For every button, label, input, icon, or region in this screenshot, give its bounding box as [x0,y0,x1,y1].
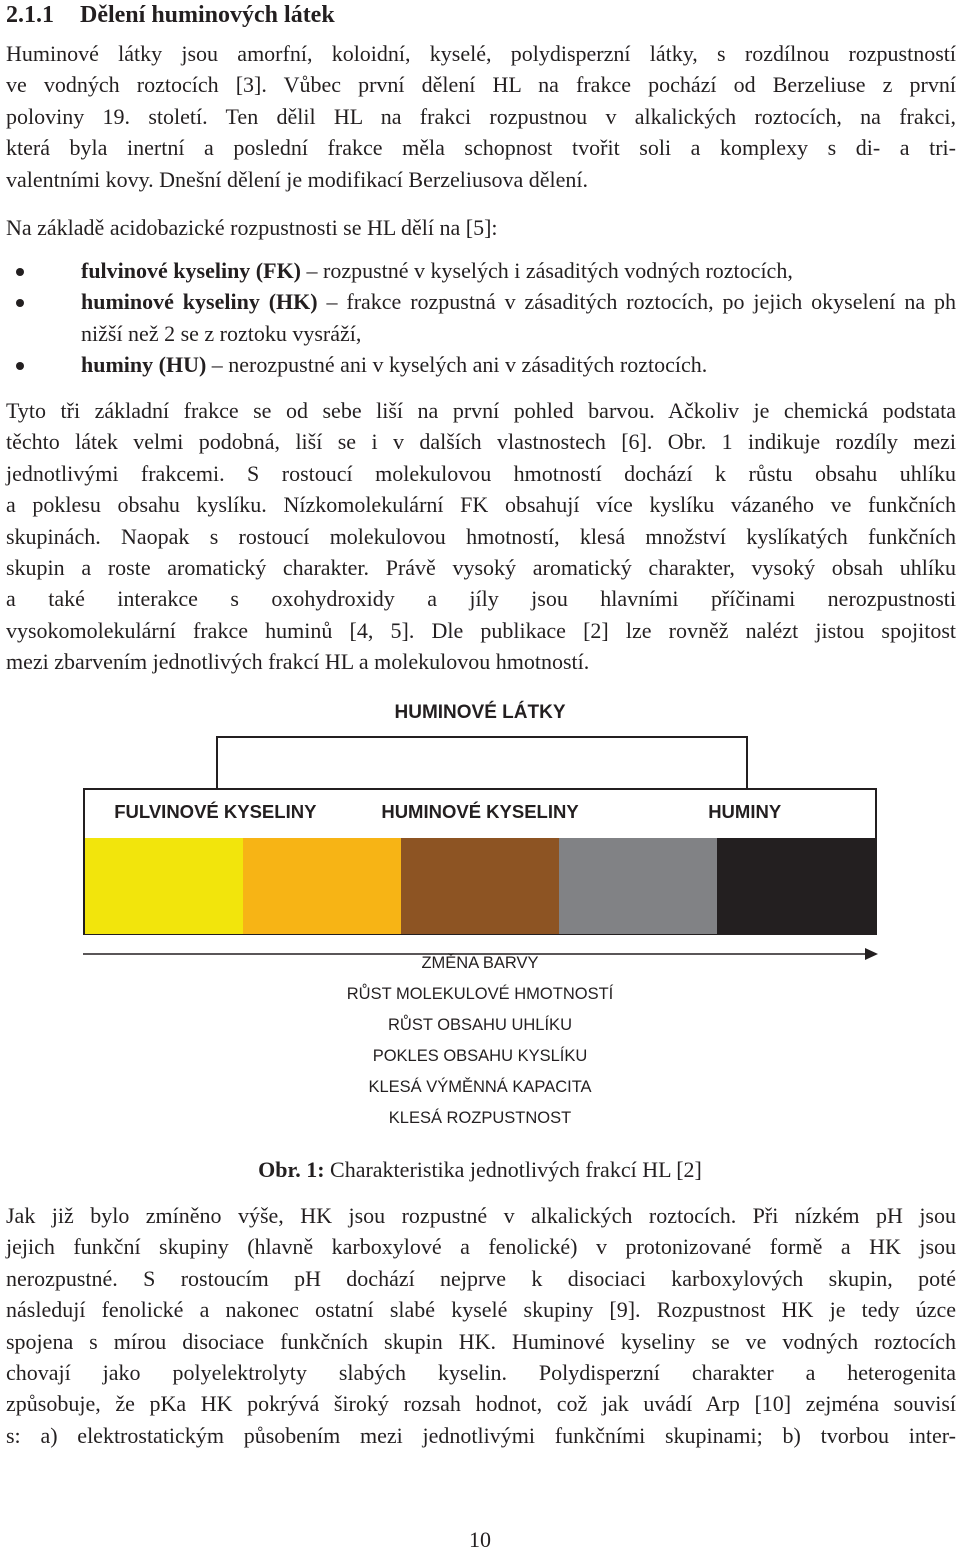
diagram-title: HUMINOVÉ LÁTKY [394,702,566,723]
property-item: KLESÁ ROZPUSTNOST [388,1109,572,1127]
text-line: těchto látek velmi podobná, liší se i v dalších vlastnostech [6]. Obr. 1 indikuje rozdíly mezi [6,429,956,455]
color-swatch [717,838,875,934]
bracket-line [216,736,218,788]
color-swatch [243,838,401,934]
bullet-icon [16,362,24,370]
fraction-label: FULVINOVÉ KYSELINY [114,801,317,822]
list-term: huminové kyseliny (HK) [81,289,318,315]
paragraph-colors [6,395,956,678]
page-number: 10 [469,1527,491,1552]
color-swatch [401,838,559,934]
text-line: která byla inertní a poslední frakce měla schopnost tvořit soli a komplexy s di- a tri- [6,135,956,161]
color-swatch [85,838,243,934]
bullet-icon [16,299,24,307]
list-text: – frakce rozpustná v zásaditých roztocích, po jejich okyselení na ph nižší než 2 se z roztoku vysráží, [81,289,956,346]
property-item: RŮST OBSAHU UHLÍKU [388,1016,572,1034]
text-line: chovají jako polyelektrolyty slabých kyselin. Polydisperzní charakter a heterogenita [6,1360,956,1386]
fraction-label: HUMINY [708,801,782,822]
text-line: spojena s mírou disociace funkčních skupin HK. Huminové kyseliny se ve vodných roztocích [6,1328,956,1354]
color-swatch [559,838,717,934]
text-line: mezi zbarvením jednotlivých frakcí HL a molekulovou hmotností. [6,649,590,675]
text-line: valentními kovy. Dnešní dělení je modifikací Berzeliusova dělení. [6,166,589,192]
text-line: a poklesu obsahu kyslíku. Nízkomolekulární FK obsahují více kyslíku vázaného ve funkčních [6,492,956,518]
list-text: – rozpustné v kyselých i zásaditých vodných roztocích, [301,258,793,283]
text-line: jednotlivými frakcemi. S rostoucí molekulovou hmotností dochází k růstu obsahu uhlíku [6,460,956,486]
section-title: Dělení huminových látek [80,2,335,28]
text-line: Huminové látky jsou amorfní, koloidní, kyselé, polydisperzní látky, s rozdílnou rozpustností [6,41,956,66]
list-text: – nerozpustné ani v kyselých ani v zásaditých roztocích. [206,352,708,378]
property-item: RŮST MOLEKULOVÉ HMOTNOSTÍ [346,985,614,1003]
text-line: způsobuje, že pKa HK pokrývá široký rozsah hodnot, což jak uvádí Arp [10] zejména souvisí [6,1391,956,1417]
text-line: Jak již bylo zmíněno výše, HK jsou rozpustné v alkalických roztocích. Při nízkém pH jsou [6,1203,956,1228]
list-item [0,255,956,286]
text-line: a také interakce s oxohydroxidy a jíly jsou hlavními příčinami nerozpustnosti [6,586,956,612]
property-item: ZMĚNA BARVY [421,954,539,972]
bracket-line [746,736,748,788]
text-line: skupin a roste aromatický charakter. Právě vysoký aromatický charakter, vysoký obsah uhlíku [6,555,956,581]
fraction-labels [83,788,877,836]
caption-label: Obr. 1: [258,1157,325,1182]
color-swatches [85,838,875,934]
text-line: s: a) elektrostatickým působením mezi jednotlivými funkčními skupinami; b) tvorbou inter- [6,1422,956,1448]
text-line: ve vodných roztocích [3]. Vůbec první dělení HL na frakce pochází od Berzeliuse z první [6,72,956,98]
property-item: POKLES OBSAHU KYSLÍKU [372,1047,588,1065]
text-line: následují fenolické a nakonec ostatní slabé kyselé skupiny [9]. Rozpustnost HK je tedy úzce [6,1297,956,1323]
paragraph-division [6,212,956,243]
text-line: Na základě acidobazické rozpustnosti se HL dělí na [5]: [6,215,498,240]
fraction-list [0,255,956,381]
text-line: jejich funkční skupiny (hlavně karboxylové a fenolické) v protonizované formě a HK jsou [6,1234,956,1260]
list-item [0,349,956,380]
bracket-line [216,736,746,738]
text-line: vysokomolekulární frakce huminů [4, 5]. Dle publikace [2] lze rovněž nalézt jistou spojitost [6,617,956,643]
text-line: Tyto tři základní frakce se od sebe liší na první pohled barvou. Ačkoliv je chemická podstata [6,398,956,423]
section-number: 2.1.1 [6,2,54,28]
text-line: nerozpustné. S rostoucím pH dochází nejprve k disociaci karboxylových skupin, poté [6,1265,956,1291]
property-list [240,948,720,1134]
paragraph-solubility [6,1200,956,1451]
humic-fractions-diagram [0,690,960,1160]
fraction-label: HUMINOVÉ KYSELINY [381,801,579,822]
section-heading [6,0,335,30]
caption-text: Charakteristika jednotlivých frakcí HL [2] [324,1157,702,1182]
property-item: KLESÁ VÝMĚNNÁ KAPACITA [368,1078,592,1096]
paragraph-intro [6,38,956,195]
list-term: huminy (HU) [81,352,207,378]
list-term: fulvinové kyseliny (FK) [81,258,302,283]
text-line: skupinách. Naopak s rostoucí molekulovou hmotností, klesá množství kyslíkatých funkčních [6,523,956,549]
figure-caption [0,1156,960,1184]
text-line: poloviny 19. století. Ten dělil HL na frakci rozpustnou v alkalických roztocích, na frakci, [6,103,956,129]
list-item [0,286,956,349]
bullet-icon [16,268,24,276]
